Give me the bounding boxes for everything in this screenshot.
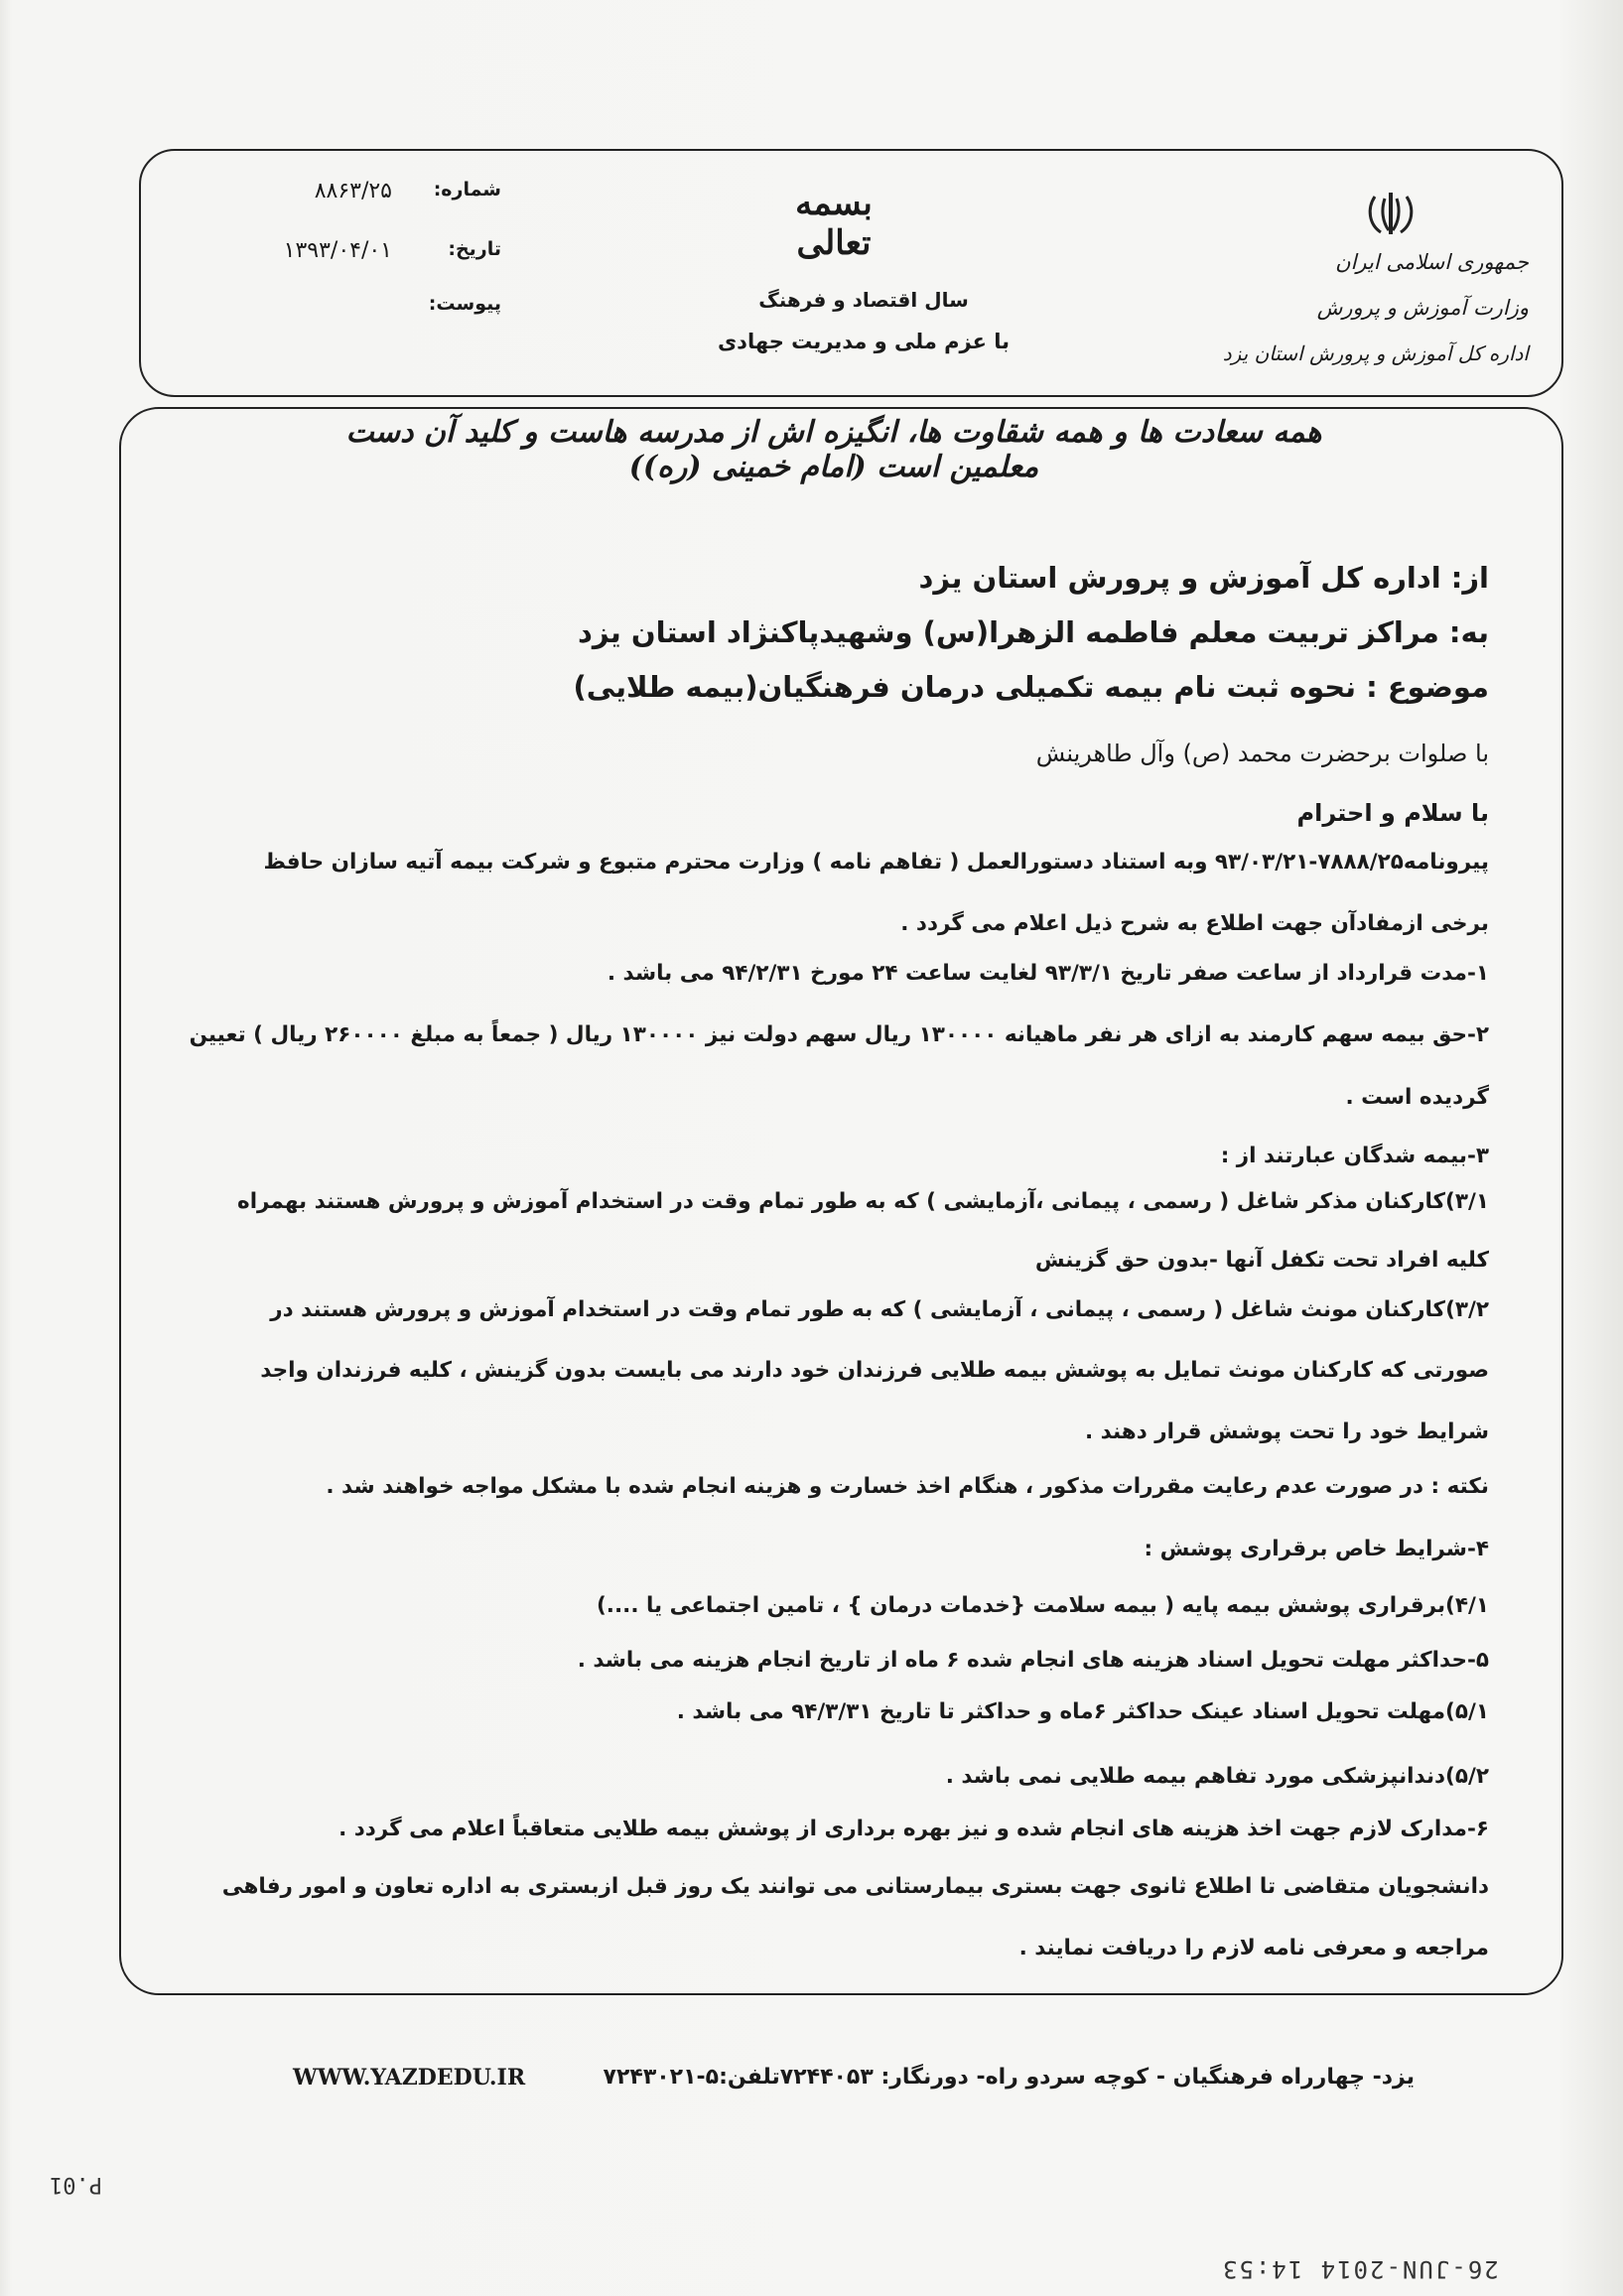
body-line-18: ۶-مدارک لازم جهت اخذ هزینه های انجام شده و نیز بهره برداری از پوشش بیمه طلایی متعاقباً اعلام می گردد . [338, 1817, 1489, 1841]
number-row [203, 179, 501, 218]
date-label: تاریخ: [448, 238, 501, 260]
body-line-11: شرایط خود را تحت پوشش قرار دهند . [1084, 1419, 1489, 1444]
besmellah: بسمه تعالی [795, 184, 873, 263]
footer-website: WWW.YAZDEDU.IR [293, 2065, 526, 2091]
body-line-4: ۲-حق بیمه سهم کارمند به ازای هر نفر ماهیانه ۱۳۰۰۰۰ ریال سهم دولت نیز ۱۳۰۰۰۰ ریال ( جمعاً به مبلغ ۲۶۰۰۰۰ ریال ) تعیین [189, 1022, 1489, 1047]
body-line-9: ۳/۲)کارکنان مونث شاغل ( رسمی ، پیمانی ، آزمایشی ) که به طور تمام وقت در استخدام آموزش و پرورش هستند در [270, 1297, 1489, 1322]
date-row [203, 238, 501, 278]
body-line-15: ۵-حداکثر مهلت تحویل اسناد هزینه های انجام شده ۶ ماه از تاریخ انجام هزینه می باشد . [577, 1648, 1489, 1673]
body-line-16: ۵/۱)مهلت تحویل اسناد عینک حداکثر ۶ماه و حداکثر تا تاریخ ۹۴/۳/۳۱ می باشد . [676, 1699, 1489, 1724]
body-line-10: صورتی که کارکنان مونث تمایل به پوشش بیمه طلایی فرزندان خود دارند می بایست بدون گزینش ، کلیه فرزندان واجد [260, 1358, 1489, 1383]
salawat: با صلوات برحضرت محمد (ص) وآل طاهرینش [1035, 740, 1489, 767]
number-value: ۸۸۶۳/۲۵ [314, 179, 392, 203]
body-line-3: ۱-مدت قرارداد از ساعت صفر تاریخ ۹۳/۳/۱ لغایت ساعت ۲۴ مورخ ۹۴/۲/۳۱ می باشد . [607, 961, 1489, 986]
date-value: ۱۳۹۳/۰۴/۰۱ [283, 238, 392, 263]
body-line-20: مراجعه و معرفی نامه لازم را دریافت نمایند . [1018, 1936, 1489, 1960]
footer [293, 2065, 1415, 2104]
slogan-line2: با عزم ملی و مدیریت جهادی [717, 330, 1011, 353]
org-line2: وزارت آموزش و پرورش [1316, 296, 1529, 320]
slogan-line1: سال اقتصاد و فرهنگ [758, 288, 969, 312]
body-line-2: برخی ازمفادآن جهت اطلاع به شرح ذیل اعلام می گردد . [900, 911, 1489, 936]
body-line-19: دانشجویان متقاضی تا اطلاع ثانوی جهت بستری بیمارستانی می توانند یک روز قبل ازبستری به اداره تعاون و امور رفاهی [221, 1874, 1489, 1899]
body-line-8: کلیه افراد تحت تکفل آنها -بدون حق گزینش [1034, 1248, 1489, 1273]
fax-page-number: P.01 [50, 2172, 102, 2197]
body-line-14: ۴/۱)برقراری پوشش بیمه پایه ( بیمه سلامت {خدمات درمان } ، تامین اجتماعی یا ....) [596, 1593, 1489, 1618]
greeting: با سلام و احترام [1296, 799, 1489, 827]
body-line-note: نکته : در صورت عدم رعایت مقررات مذکور ، هنگام اخذ خسارت و هزینه انجام شده با مشکل مواجه خواهند شد . [326, 1474, 1489, 1499]
attachment-row [203, 293, 501, 333]
org-line3: اداره کل آموزش و پرورش استان یزد [1222, 341, 1529, 365]
footer-address: یزد- چهارراه فرهنگیان - کوچه سردو راه- دورنگار: ۷۲۴۴۰۵۳تلفن:۵-۷۲۴۳۰۲۱ [603, 2065, 1415, 2090]
letter-subject: موضوع : نحوه ثبت نام بیمه تکمیلی درمان فرهنگیان(بیمه طلایی) [573, 670, 1489, 704]
body-line-7: ۳/۱)کارکنان مذکر شاغل ( رسمی ، پیمانی ،آزمایشی ) که به طور تمام وقت در استخدام آموزش و پرورش هستند بهمراه [237, 1189, 1489, 1214]
number-label: شماره: [433, 179, 501, 201]
org-line1: جمهوری اسلامی ایران [1335, 250, 1529, 274]
iran-emblem-icon [1365, 189, 1417, 240]
body-line-13: ۴-شرایط خاص برقراری پوشش : [1144, 1537, 1489, 1561]
fax-timestamp: 26-JUN-2014 14:53 [1221, 2255, 1499, 2283]
attachment-label: پیوست: [428, 293, 501, 315]
letter-to: به: مراکز تربیت معلم فاطمه الزهرا(س) وشهیدپاکنژاد استان یزد [577, 615, 1489, 649]
body-line-6: ۳-بیمه شدگان عبارتند از : [1220, 1144, 1489, 1168]
khomeini-quote: همه سعادت ها و همه شقاوت ها، انگیزه اش از مدرسه هاست و کلید آن دست معلمین است (امام خمینی (ره)) [345, 415, 1322, 484]
body-line-1: پیرونامه۷۸۸۸/۲۵-۹۳/۰۳/۲۱ وبه استناد دستورالعمل ( تفاهم نامه ) وزارت محترم متبوع و شرکت بیمه آتیه سازان حافظ [263, 850, 1489, 875]
body-line-5: گردیده است . [1345, 1085, 1489, 1110]
body-line-17: ۵/۲)دندانپزشکی مورد تفاهم بیمه طلایی نمی باشد . [945, 1764, 1489, 1789]
letter-from: از: اداره کل آموزش و پرورش استان یزد [918, 561, 1489, 595]
